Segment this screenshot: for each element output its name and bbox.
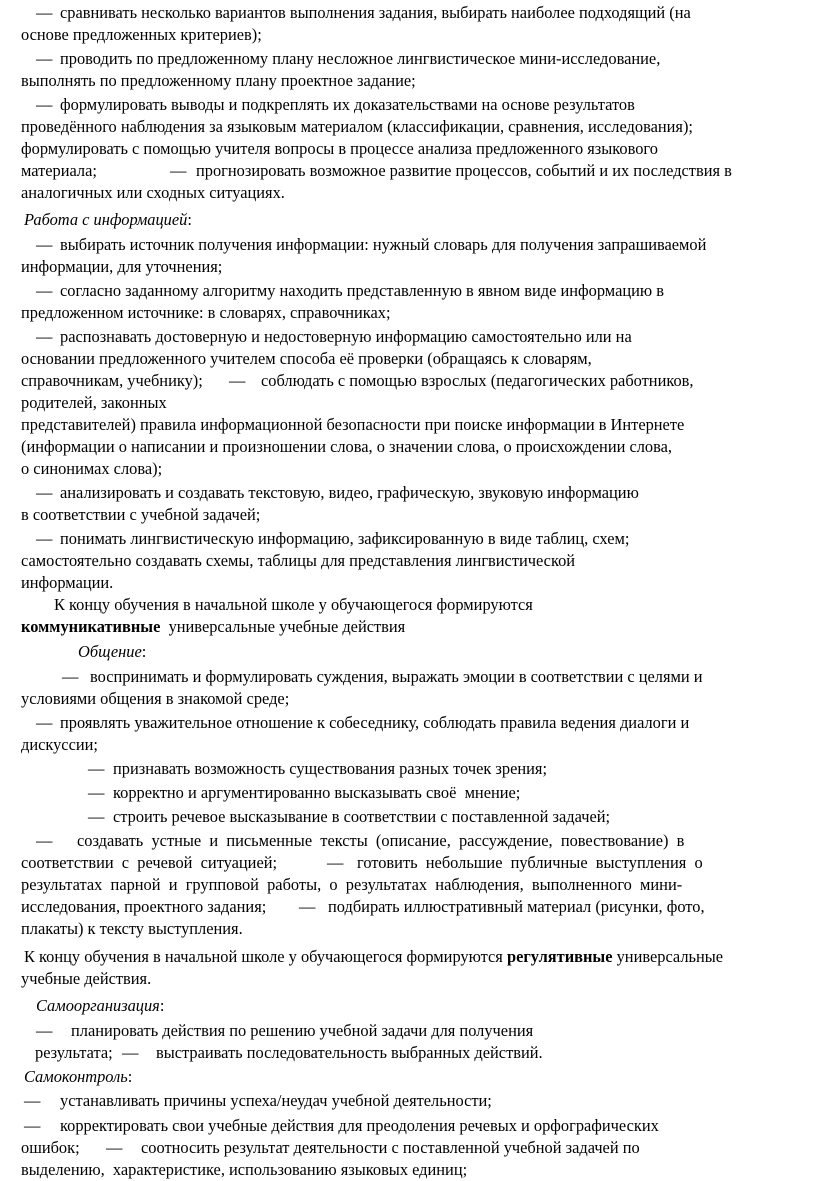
text-line: (информации о написании и произношении слова, о значении слова, о происхождении слова, — [21, 437, 673, 456]
paragraph-tail: универсальные учебные действия — [168, 617, 406, 636]
section-heading-self-control — [24, 1066, 132, 1088]
text-line: справочникам, учебнику); — [21, 371, 203, 390]
text-line: о синонимах слова); — [21, 459, 163, 478]
text-line: плакаты) к тексту выступления. — [21, 919, 243, 938]
text-line: согласно заданному алгоритму находить представленную в явном виде информацию в — [60, 281, 664, 300]
section-heading-communication — [78, 641, 146, 663]
section-heading-text: Общение — [78, 642, 142, 661]
bullet-dash: — — [170, 161, 187, 180]
bullet-dash: — — [36, 281, 53, 300]
bullet-dash: — — [24, 1091, 41, 1110]
text-line: подбирать иллюстративный материал (рисунки, фото, — [328, 897, 705, 916]
text-line: проведённого наблюдения за языковым материалом (классификации, сравнения, исследования); — [21, 117, 693, 136]
text-line: сравнивать несколько вариантов выполнения задания, выбирать наиболее подходящий (на — [60, 3, 691, 22]
text-line: устанавливать причины успеха/неудач учебной деятельности; — [60, 1091, 492, 1110]
text-line: информации. — [21, 573, 114, 592]
paragraph-tail: универсальные — [616, 947, 724, 966]
bullet-dash: — — [88, 759, 105, 778]
text-line: воспринимать и формулировать суждения, выражать эмоции в соответствии с целями и — [90, 667, 703, 686]
bullet-dash: — — [62, 667, 79, 686]
bullet-dash: — — [36, 235, 53, 254]
section-heading-colon: : — [159, 996, 165, 1015]
text-line: строить речевое высказывание в соответствии с поставленной задачей; — [113, 807, 611, 826]
text-line: анализировать и создавать текстовую, видео, графическую, звуковую информацию — [60, 483, 639, 502]
bullet-dash: — — [88, 783, 105, 802]
bullet-dash: — — [36, 49, 53, 68]
section-heading-self-organization — [36, 995, 164, 1017]
text-line: исследования, проектного задания; — [21, 897, 267, 916]
bullet-dash: — — [36, 3, 53, 22]
bullet-dash: — — [106, 1138, 123, 1157]
text-line: аналогичных или сходных ситуациях. — [21, 183, 285, 202]
text-line: понимать лингвистическую информацию, зафиксированную в виде таблиц, схем; — [60, 529, 630, 548]
bullet-dash: — — [36, 831, 53, 850]
bold-term: регулятивные — [506, 947, 613, 966]
text-line: проводить по предложенному плану несложное лингвистическое мини-исследование, — [60, 49, 661, 68]
bullet-dash: — — [24, 1116, 41, 1135]
text-line: проявлять уважительное отношение к собеседнику, соблюдать правила ведения диалоги и — [60, 713, 690, 732]
text-line: соответствии с речевой ситуацией; — [21, 853, 278, 872]
text-line: распознавать достоверную и недостоверную информацию самостоятельно или на — [60, 327, 632, 346]
text-line: прогнозировать возможное развитие процессов, событий и их последствия в — [196, 161, 732, 180]
text-line: информации, для уточнения; — [21, 257, 223, 276]
bullet-dash: — — [36, 529, 53, 548]
text-line: результатах парной и групповой работы, о результатах наблюдения, выполненного мини- — [21, 875, 683, 894]
text-line: в соответствии с учебной задачей; — [21, 505, 261, 524]
text-line: корректно и аргументированно высказывать своё мнение; — [113, 783, 521, 802]
text-line: соблюдать с помощью взрослых (педагогических работников, — [261, 371, 694, 390]
text-line: условиями общения в знакомой среде; — [21, 689, 290, 708]
paragraph-line: учебные действия. — [21, 969, 152, 988]
text-line: выделению, характеристике, использованию языковых единиц; — [21, 1160, 468, 1179]
text-line: ошибок; — [21, 1138, 80, 1157]
bold-term: коммуникативные — [21, 617, 161, 636]
text-line: создавать устные и письменные тексты (описание, рассуждение, повествование) в — [77, 831, 685, 850]
text-line: выбирать источник получения информации: нужный словарь для получения запрашиваемой — [60, 235, 707, 254]
bullet-dash: — — [36, 713, 53, 732]
text-line: родителей, законных — [21, 393, 167, 412]
text-line: дискуссии; — [21, 735, 98, 754]
text-line: выполнять по предложенному плану проектное задание; — [21, 71, 416, 90]
text-line: материала; — [21, 161, 97, 180]
text-line: соотносить результат деятельности с поставленной учебной задачей по — [141, 1138, 640, 1157]
bullet-dash: — — [122, 1043, 139, 1062]
text-line: планировать действия по решению учебной задачи для получения — [71, 1021, 534, 1040]
text-line: признавать возможность существования разных точек зрения; — [113, 759, 547, 778]
bullet-dash: — — [299, 897, 316, 916]
text-line: корректировать свои учебные действия для преодоления речевых и орфографических — [60, 1116, 659, 1135]
bullet-dash: — — [229, 371, 246, 390]
bullet-dash: — — [36, 1021, 53, 1040]
section-heading-text: Самоконтроль — [24, 1067, 128, 1086]
section-heading-text: Работа с информацией — [24, 210, 188, 229]
text-line: основе предложенных критериев); — [21, 25, 262, 44]
text-line: формулировать с помощью учителя вопросы в процессе анализа предложенного языкового — [21, 139, 658, 158]
text-line: формулировать выводы и подкреплять их доказательствами на основе результатов — [60, 95, 635, 114]
paragraph-head: К концу обучения в начальной школе у обучающегося формируются — [24, 947, 503, 966]
section-heading-text: Самоорганизация — [36, 996, 160, 1015]
paragraph-line: К концу обучения в начальной школе у обучающегося формируются — [54, 595, 533, 614]
bullet-dash: — — [36, 95, 53, 114]
text-line: готовить небольшие публичные выступления о — [357, 853, 703, 872]
section-heading-information — [24, 209, 192, 231]
bullet-dash: — — [36, 327, 53, 346]
text-line: самостоятельно создавать схемы, таблицы для представления лингвистической — [21, 551, 576, 570]
text-line: предложенном источнике: в словарях, справочниках; — [21, 303, 391, 322]
paragraph-line — [21, 616, 405, 638]
section-heading-colon: : — [127, 1067, 133, 1086]
text-line: представителей) правила информационной безопасности при поиске информации в Интернете — [21, 415, 685, 434]
text-line: результата; — [35, 1043, 113, 1062]
paragraph-line — [24, 946, 723, 968]
bullet-dash: — — [327, 853, 344, 872]
section-heading-colon: : — [141, 642, 147, 661]
bullet-dash: — — [36, 483, 53, 502]
section-heading-colon: : — [187, 210, 192, 229]
bullet-dash: — — [88, 807, 105, 826]
text-line: основании предложенного учителем способа её проверки (обращаясь к словарям, — [21, 349, 592, 368]
text-line: выстраивать последовательность выбранных действий. — [156, 1043, 543, 1062]
